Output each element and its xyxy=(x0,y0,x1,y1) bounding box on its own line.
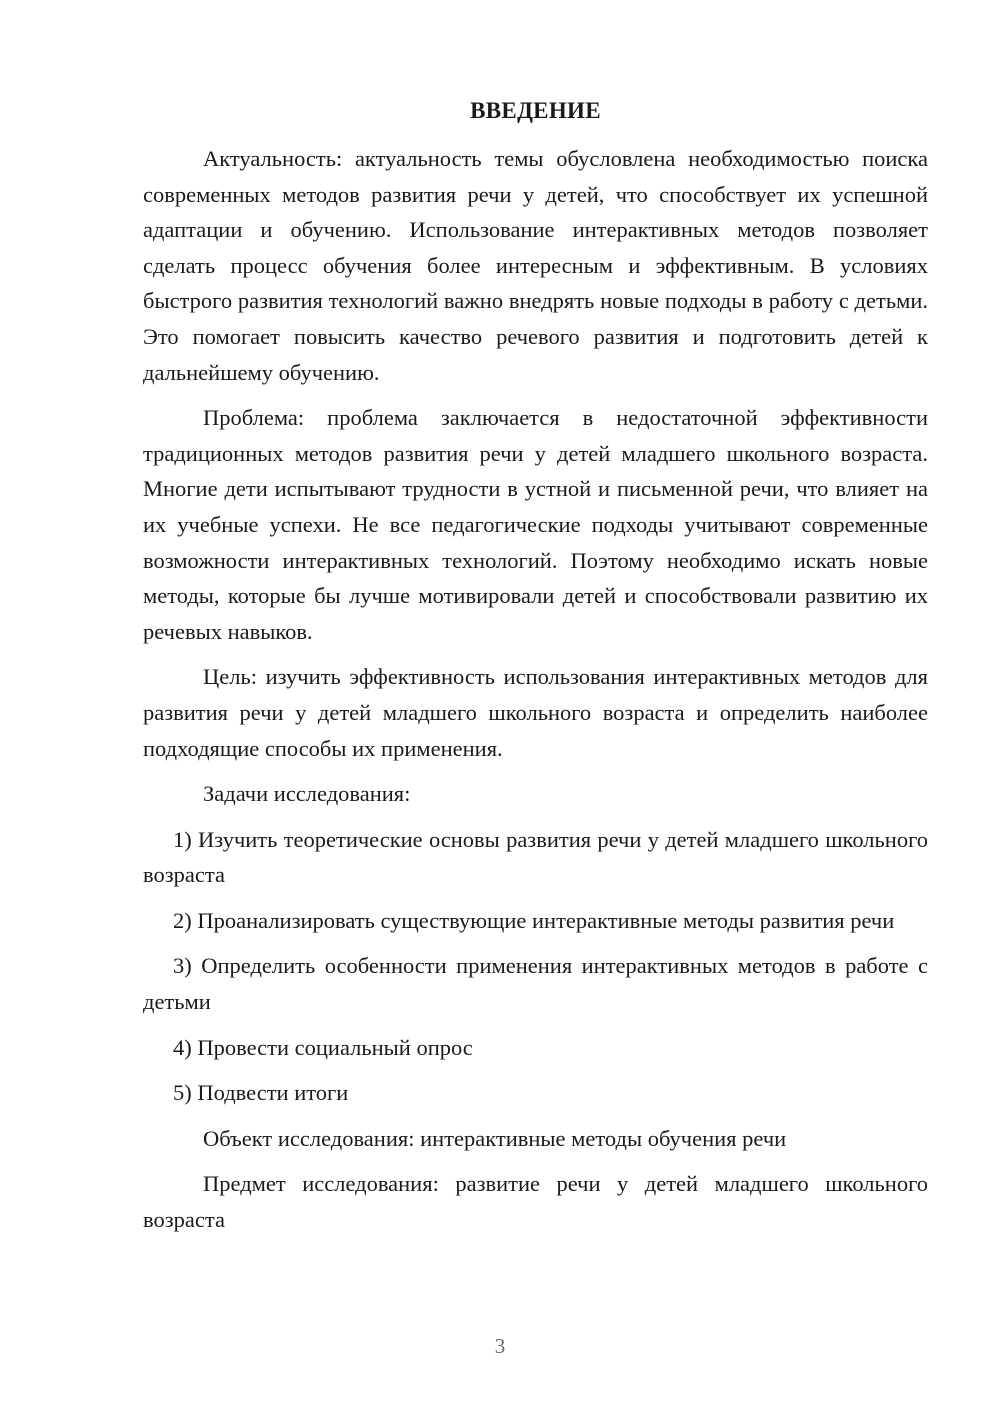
paragraph-relevance: Актуальность: актуальность темы обусловлена необходимостью поиска современных методов развития речи у детей, что способствует их успешной адаптации и обучению. Использование интерактивных методов позволяет сделать процесс обучения более интересным и эффективным. В условиях быстрого развития технологий важно внедрять новые подходы в работу с детьми. Это помогает повысить качество речевого развития и подготовить детей к дальнейшему обучению. xyxy=(143,146,928,385)
section-title: ВВЕДЕНИЕ xyxy=(470,98,601,123)
paragraph-goal: Цель: изучить эффективность использования интерактивных методов для развития речи у детей младшего школьного возраста и определить наиболее подходящие способы их применения. xyxy=(143,664,928,761)
task-item-2: 2) Проанализировать существующие интерактивные методы развития речи xyxy=(173,907,895,933)
paragraph-object: Объект исследования: интерактивные методы обучения речи xyxy=(203,1125,787,1151)
task-item-3: 3) Определить особенности применения интерактивных методов в работе с детьми xyxy=(143,953,928,1015)
paragraph-problem: Проблема: проблема заключается в недостаточной эффективности традиционных методов развития речи у детей младшего школьного возраста. Многие дети испытывают трудности в устной и письменной речи, что влияет на их учебные успехи. Не все педагогические подходы учитывают современные возможности интерактивных технологий. Поэтому необходимо искать новые методы, которые бы лучше мотивировали детей и способствовали развитию их речевых навыков. xyxy=(143,405,928,644)
body-text xyxy=(143,141,928,1248)
paragraph-tasks-heading: Задачи исследования: xyxy=(203,781,411,807)
page-number: 3 xyxy=(494,1334,506,1358)
paragraph-subject: Предмет исследования: развитие речи у детей младшего школьного возраста xyxy=(143,1171,928,1233)
task-item-1: 1) Изучить теоретические основы развития речи у детей младшего школьного возраста xyxy=(143,826,928,888)
task-item-4: 4) Провести социальный опрос xyxy=(173,1034,473,1060)
task-item-5: 5) Подвести итоги xyxy=(173,1080,349,1106)
